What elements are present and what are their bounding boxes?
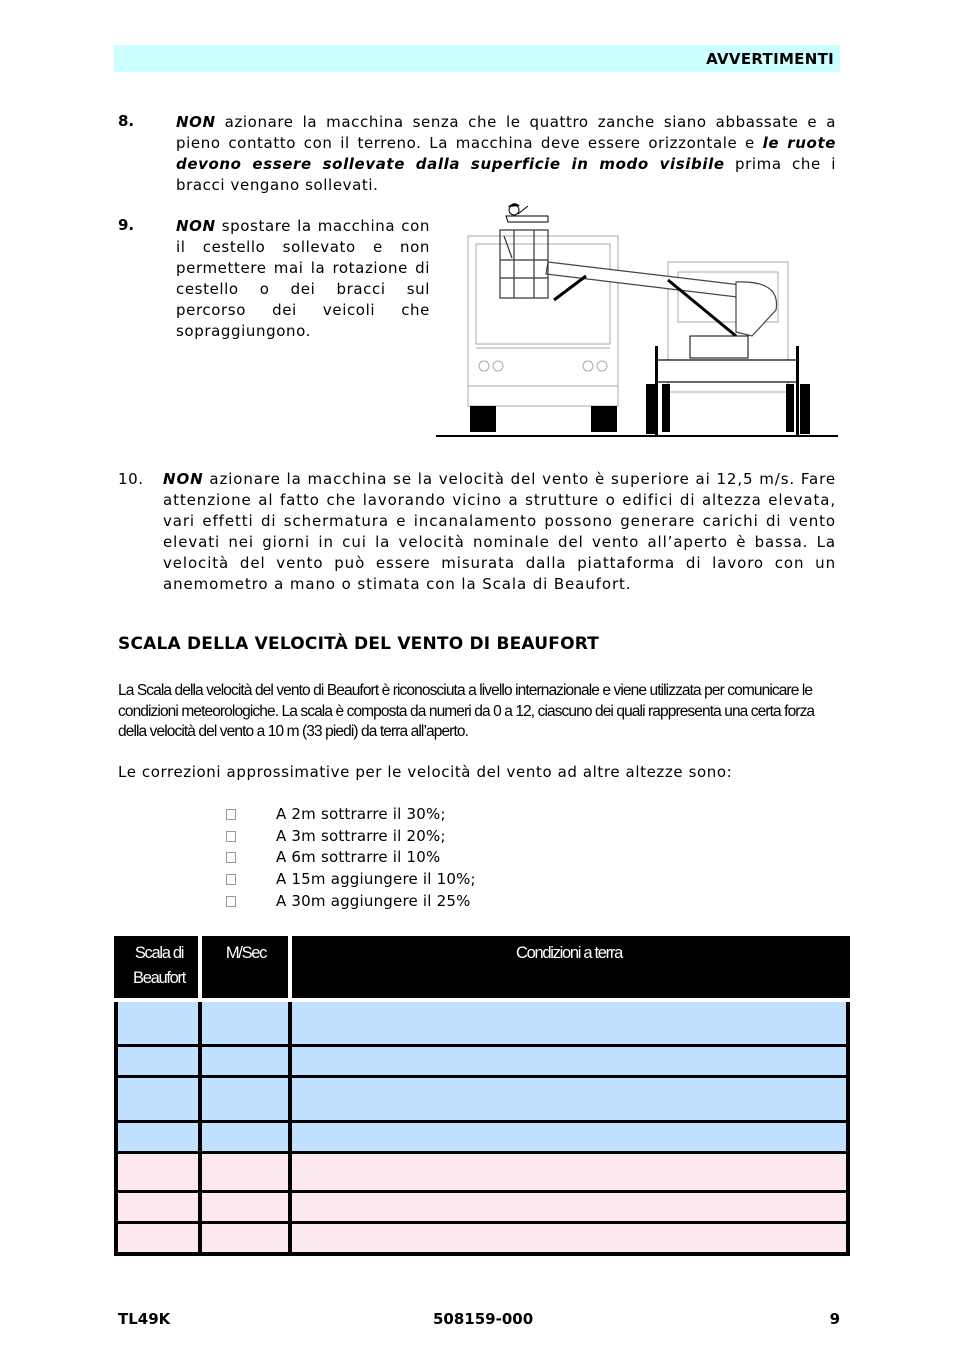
beaufort-intro: La Scala della velocità del vento di Beaufort è riconosciuta a livello internazionale e viene utilizzata per comunicare le condizioni meteorologiche. La scala è composta da numeri da 0 a 12, ciascuno dei quali rappresenta una certa forza della velocità del vento a 10 m (33 piedi) da terra all’aperto. [118,682,815,740]
table-header-scale: Scala di Beaufort [133,944,185,987]
beaufort-table [114,936,850,1256]
header-bar [114,45,840,72]
item-10-text [163,469,836,595]
body-text: spostare la macchina con il cestello sollevato e non permettere mai la rotazione di cestello o dei bracci sul percorso dei veicoli che sopraggiungono. [176,217,430,340]
emphasis-text: NON [176,217,216,235]
item-9-text [176,216,430,342]
body-text: azionare la macchina se la velocità del vento è superiore ai 12,5 m/s. Fare attenzione al fatto che lavorando vicino a strutture o edifici di altezza elevata, vari effetti di schermatura e incanalamento possono generare carichi di vento elevati nei giorni in cui la velocità nominale del vento all’aperto è bassa. La velocità del vento può essere misurata dalla piattaforma di lavoro con un anemometro a mano o stimata con la Scala di Beaufort. [163,470,836,593]
table-cell [202,1123,288,1151]
table-cell [118,1047,198,1075]
emphasis-text: NON [176,113,216,131]
header-divider [288,936,292,998]
table-cell [118,1123,198,1151]
body-text: azionare la macchina senza che le quattro zanche siano abbassate e a pieno contatto con il terreno. La macchina deve essere orizzontale e [176,113,836,152]
table-cell [118,1154,198,1190]
checkbox-icon [226,831,236,842]
checkbox-icon [226,809,236,820]
checkbox-icon [226,852,236,863]
body-text: prima che i bracci vengano sollevati. [176,155,836,194]
table-cell [292,1078,846,1120]
table-cell [118,1078,198,1120]
table-cell [292,1154,846,1190]
table-cell [202,1224,288,1252]
table-cell [292,1047,846,1075]
table-cell [292,1123,846,1151]
table-cell [292,1193,846,1221]
beaufort-section-title: SCALA DELLA VELOCITÀ DEL VENTO DI BEAUFORT [118,634,600,654]
item-10-number: 10. [118,470,144,488]
table-cell [292,1224,846,1252]
corrections-intro: Le correzioni approssimative per le velocità del vento ad altre altezze sono: [118,763,733,781]
aerial-lift-illustration [436,200,840,442]
section-header-title: AVVERTIMENTI [706,50,834,68]
item-9-number: 9. [118,216,135,234]
table-header-msec: M/Sec [225,944,267,962]
item-8-text [176,112,836,196]
table-cell [202,1047,288,1075]
table-cell [118,1002,198,1044]
table-cell [202,1193,288,1221]
table-cell [118,1193,198,1221]
checkbox-icon [226,896,236,907]
table-cell [202,1078,288,1120]
table-cell [118,1224,198,1252]
footer-part-number: 508159-000 [433,1310,534,1328]
table-cell [292,1002,846,1044]
emphasis-text: NON [163,470,204,488]
table-cell [202,1154,288,1190]
table-header-conditions: Condizioni a terra [516,944,622,962]
footer-model: TL49K [118,1310,171,1328]
item-8-number: 8. [118,112,135,130]
header-divider [198,936,202,998]
footer-page-number: 9 [829,1310,840,1328]
emphasis-text: le ruote devono essere sollevate dalla superficie in modo visibile [176,134,837,173]
table-cell [202,1002,288,1044]
checkbox-icon [226,874,236,885]
